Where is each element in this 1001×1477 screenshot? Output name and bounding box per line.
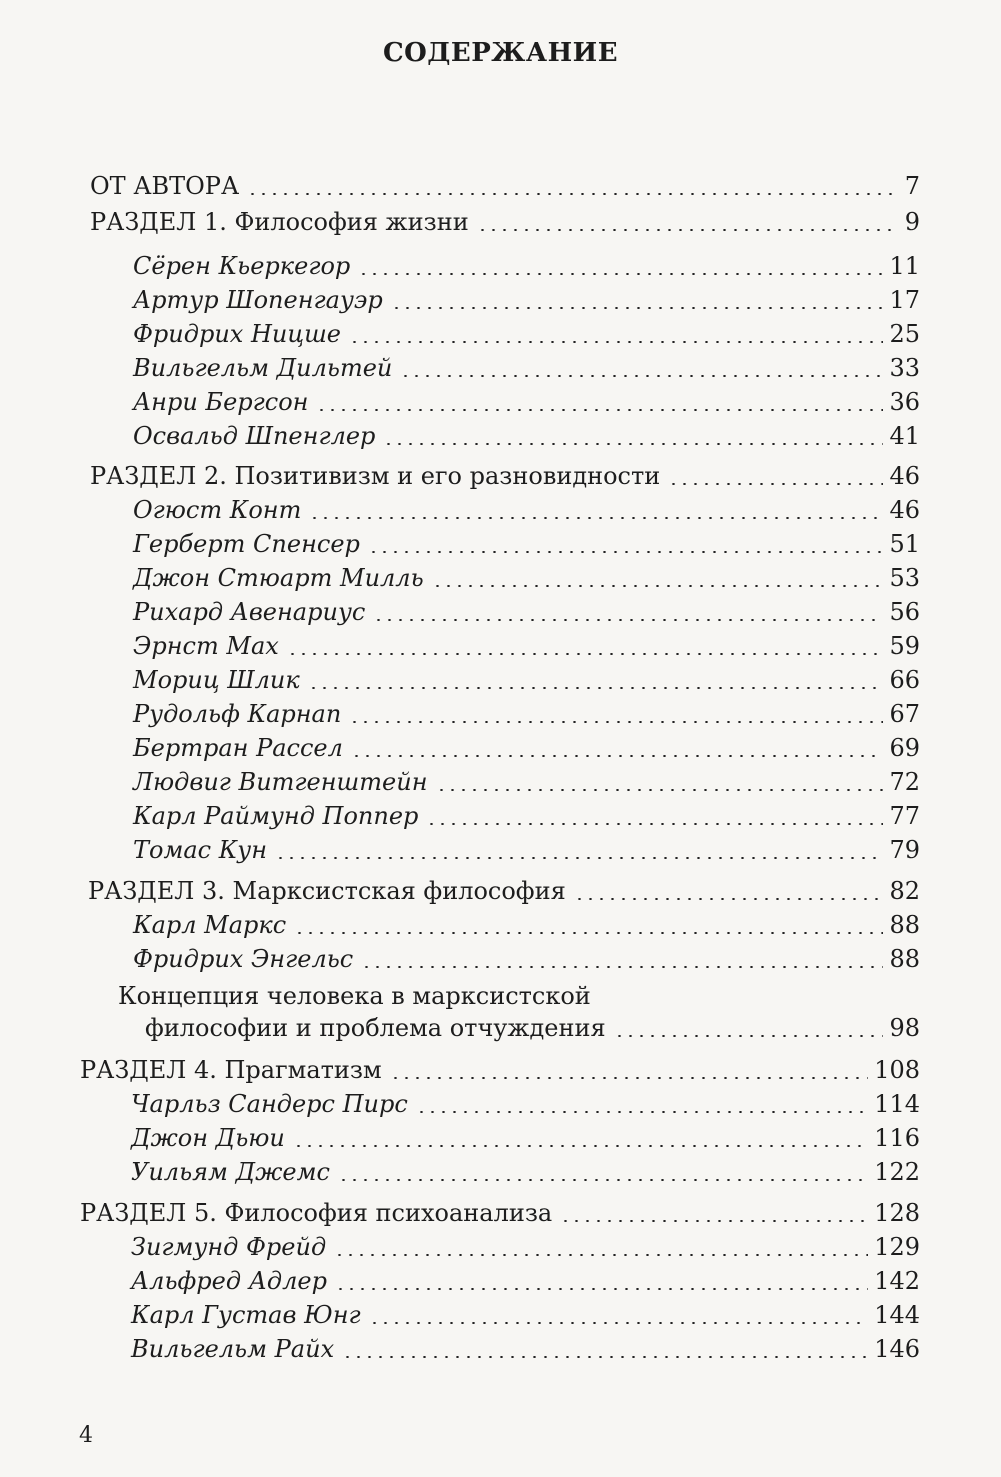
entry-page-number: 51 <box>889 530 920 558</box>
entry-page-number: 72 <box>889 768 920 796</box>
dot-leader <box>668 483 883 485</box>
page-title: СОДЕРЖАНИЕ <box>382 38 619 68</box>
toc-entry-section-2 <box>90 458 920 492</box>
toc-entry-alienation <box>145 1010 920 1044</box>
entry-title: Зигмунд Фрейд <box>131 1233 327 1261</box>
toc-entry-jung <box>131 1297 920 1331</box>
entry-title: ОТ АВТОРА <box>90 172 240 200</box>
toc-entry-schopenhauer <box>133 282 920 316</box>
toc-entry-spencer <box>133 526 920 560</box>
dot-leader <box>287 653 884 655</box>
dot-leader <box>293 1145 868 1147</box>
entry-page-number: 11 <box>889 252 920 280</box>
toc-entry-alienation-line1 <box>118 980 591 1014</box>
entry-page-number: 116 <box>874 1124 920 1152</box>
dot-leader <box>560 1220 868 1222</box>
toc-entry-section-3 <box>88 873 920 907</box>
dot-leader <box>574 898 884 900</box>
toc-entry-marx <box>133 907 920 941</box>
toc-entry-reich <box>131 1331 920 1365</box>
dot-leader <box>358 273 883 275</box>
entry-title: Анри Бергсон <box>133 388 309 416</box>
entry-page-number: 122 <box>874 1158 920 1186</box>
entry-page-number: 146 <box>874 1335 920 1363</box>
entry-page-number: 77 <box>889 802 920 830</box>
toc-entry-foreword <box>90 168 920 202</box>
dot-leader <box>436 789 884 791</box>
entry-page-number: 129 <box>874 1233 920 1261</box>
dot-leader <box>316 409 883 411</box>
entry-title: Томас Кун <box>133 836 268 864</box>
entry-title-line-1: Концепция человека в марксистской <box>118 982 591 1010</box>
entry-title: Вильгельм Дильтей <box>133 354 393 382</box>
entry-page-number: 56 <box>889 598 920 626</box>
entry-page-number: 53 <box>889 564 920 592</box>
dot-leader <box>349 341 883 343</box>
entry-page-number: 67 <box>889 700 920 728</box>
toc-entry-dilthey <box>133 350 920 384</box>
entry-page-number: 88 <box>889 945 920 973</box>
toc-entry-peirce <box>131 1086 920 1120</box>
toc-entry-adler <box>131 1263 920 1297</box>
entry-title: Герберт Спенсер <box>133 530 360 558</box>
toc-entry-schlick <box>133 662 920 696</box>
toc-entry-section-5 <box>80 1195 920 1229</box>
entry-title: Сёрен Кьеркегор <box>133 252 351 280</box>
dot-leader <box>275 857 883 859</box>
entry-title: Вильгельм Райх <box>131 1335 335 1363</box>
dot-leader <box>351 755 884 757</box>
entry-page-number: 59 <box>889 632 920 660</box>
entry-title: Карл Маркс <box>133 911 287 939</box>
entry-title: Огюст Конт <box>133 496 302 524</box>
entry-title: Карл Густав Юнг <box>131 1301 361 1329</box>
entry-page-number: 7 <box>904 172 920 200</box>
entry-title: Рихард Авенариус <box>133 598 366 626</box>
entry-page-number: 82 <box>889 877 920 905</box>
page-number: 4 <box>79 1423 93 1448</box>
entry-title: Фридрих Ницше <box>133 320 342 348</box>
toc-entry-avenarius <box>133 594 920 628</box>
dot-leader <box>390 1077 869 1079</box>
dot-leader <box>308 687 884 689</box>
dot-leader <box>342 1356 868 1358</box>
toc-entry-section-4 <box>80 1052 920 1086</box>
toc-entry-engels <box>133 941 920 975</box>
toc-entry-bergson <box>133 384 920 418</box>
entry-title: РАЗДЕЛ 4. Прагматизм <box>80 1056 382 1084</box>
entry-title: РАЗДЕЛ 2. Позитивизм и его разновидности <box>90 462 661 490</box>
entry-title: Артур Шопенгауэр <box>133 286 383 314</box>
entry-title: РАЗДЕЛ 1. Философия жизни <box>90 208 469 236</box>
toc-entry-freud <box>131 1229 920 1263</box>
entry-page-number: 108 <box>874 1056 920 1084</box>
dot-leader <box>400 375 883 377</box>
dot-leader <box>309 517 883 519</box>
entry-page-number: 98 <box>889 1014 920 1042</box>
dot-leader <box>338 1179 868 1181</box>
dot-leader <box>247 193 896 195</box>
entry-page-number: 142 <box>874 1267 920 1295</box>
entry-title: Эрнст Мах <box>133 632 279 660</box>
entry-title: Мориц Шлик <box>133 666 300 694</box>
toc-entry-comte <box>133 492 920 526</box>
entry-title-line-2: философии и проблема отчуждения <box>145 1014 606 1042</box>
entry-title: Джон Стюарт Милль <box>133 564 424 592</box>
entry-title: РАЗДЕЛ 3. Марксистская философия <box>88 877 566 905</box>
entry-page-number: 88 <box>889 911 920 939</box>
toc-entry-russell <box>133 730 920 764</box>
toc-entry-james <box>131 1154 920 1188</box>
toc-entry-wittgenstein <box>133 764 920 798</box>
toc-entry-dewey <box>131 1120 920 1154</box>
entry-page-number: 46 <box>889 462 920 490</box>
toc-entry-kierkegaard <box>133 248 920 282</box>
toc-entry-section-1 <box>90 204 920 238</box>
dot-leader <box>349 721 883 723</box>
entry-page-number: 128 <box>874 1199 920 1227</box>
toc-entry-spengler <box>133 418 920 452</box>
entry-title: Чарльз Сандерс Пирс <box>131 1090 408 1118</box>
entry-title: Уильям Джемс <box>131 1158 330 1186</box>
toc-entry-mach <box>133 628 920 662</box>
entry-page-number: 9 <box>904 208 920 236</box>
entry-page-number: 33 <box>889 354 920 382</box>
entry-title: Рудольф Карнап <box>133 700 342 728</box>
toc-entry-carnap <box>133 696 920 730</box>
dot-leader <box>361 966 883 968</box>
entry-page-number: 17 <box>889 286 920 314</box>
dot-leader <box>426 823 883 825</box>
entry-title: Фридрих Энгельс <box>133 945 354 973</box>
entry-page-number: 66 <box>889 666 920 694</box>
toc-entry-kuhn <box>133 832 920 866</box>
entry-title: Людвиг Витгенштейн <box>133 768 428 796</box>
dot-leader <box>373 619 883 621</box>
entry-title: Освальд Шпенглер <box>133 422 376 450</box>
entry-page-number: 144 <box>874 1301 920 1329</box>
entry-page-number: 41 <box>889 422 920 450</box>
entry-title: РАЗДЕЛ 5. Философия психоанализа <box>80 1199 553 1227</box>
dot-leader <box>432 585 884 587</box>
dot-leader <box>369 1322 869 1324</box>
entry-title: Альфред Адлер <box>131 1267 327 1295</box>
dot-leader <box>334 1254 868 1256</box>
toc-entry-popper <box>133 798 920 832</box>
entry-page-number: 25 <box>889 320 920 348</box>
dot-leader <box>335 1288 868 1290</box>
toc-entry-mill <box>133 560 920 594</box>
entry-title: Карл Раймунд Поппер <box>133 802 419 830</box>
dot-leader <box>294 932 883 934</box>
entry-page-number: 79 <box>889 836 920 864</box>
entry-title: Бертран Рассел <box>133 734 343 762</box>
entry-page-number: 69 <box>889 734 920 762</box>
dot-leader <box>368 551 884 553</box>
entry-page-number: 36 <box>889 388 920 416</box>
entry-page-number: 46 <box>889 496 920 524</box>
toc-entry-nietzsche <box>133 316 920 350</box>
dot-leader <box>477 229 896 231</box>
entry-page-number: 114 <box>874 1090 920 1118</box>
dot-leader <box>416 1111 868 1113</box>
dot-leader <box>391 307 884 309</box>
dot-leader <box>614 1035 884 1037</box>
entry-title: Джон Дьюи <box>131 1124 285 1152</box>
dot-leader <box>383 443 883 445</box>
